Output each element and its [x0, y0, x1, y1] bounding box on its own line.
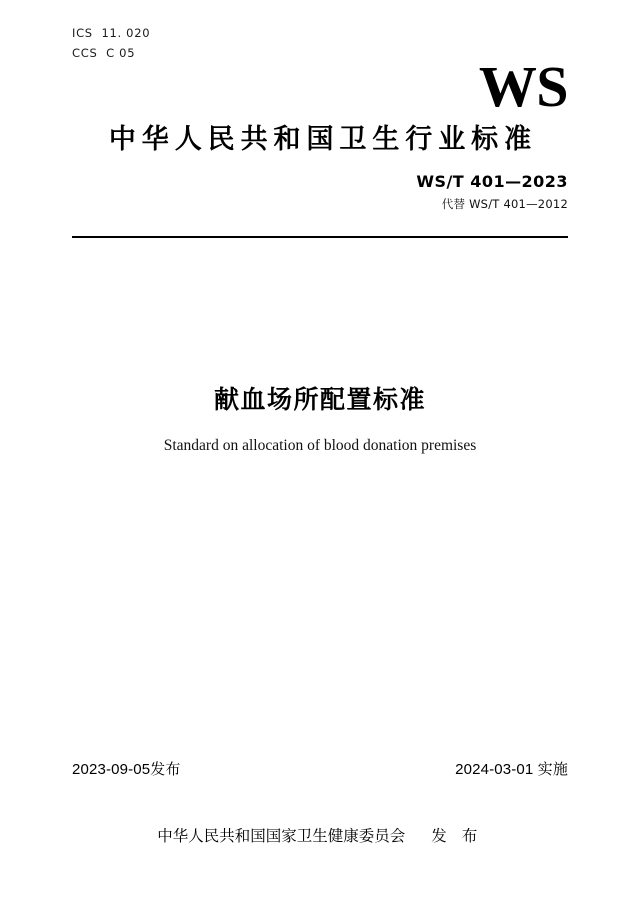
ics-code: ICS 11. 020 — [72, 26, 151, 40]
issuing-authority — [0, 824, 640, 846]
ccs-code: CCS C 05 — [72, 45, 136, 60]
header-divider — [72, 236, 568, 238]
replaces-note: 代替 WS/T 401—2012 — [441, 197, 568, 211]
document-title-chinese: 献血场所配置标准 — [213, 386, 426, 414]
standard-number-block — [416, 172, 568, 212]
implementation-date: 2024-03-01 实施 — [455, 761, 568, 778]
publish-label: 发 布 — [431, 828, 483, 845]
issue-date: 2023-09-05发布 — [72, 761, 181, 778]
ws-logo: WS — [478, 54, 568, 119]
page-title: 中华人民共和国卫生行业标准 — [108, 124, 538, 154]
issuing-authority-name: 中华人民共和国国家卫生健康委员会 — [157, 828, 406, 845]
classification-codes — [72, 24, 150, 63]
standard-number: WS/T 401—2023 — [416, 172, 568, 191]
document-title-english: Standard on allocation of blood donation premises — [163, 437, 477, 454]
